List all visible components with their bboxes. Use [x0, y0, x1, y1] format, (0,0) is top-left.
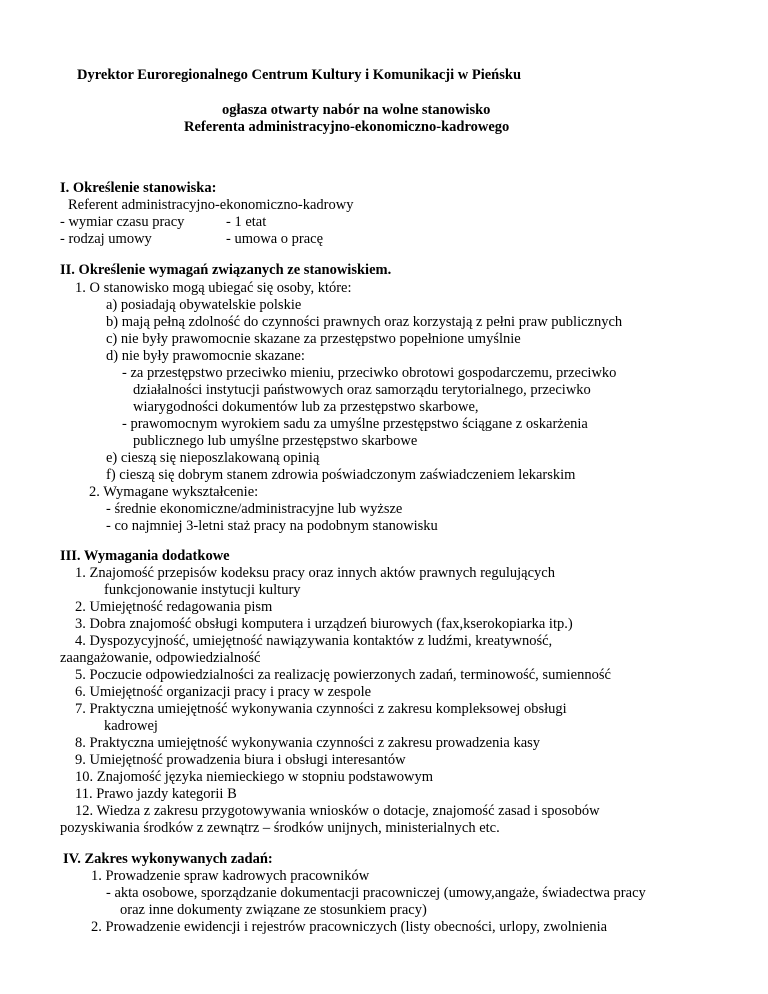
section-1-row-label: - wymiar czasu pracy	[60, 214, 185, 230]
position-title: Referenta administracyjno-ekonomiczno-kadrowego	[184, 119, 510, 135]
section-2-heading: II. Określenie wymagań związanych ze stanowiskiem.	[60, 262, 392, 278]
section-2-line: wiarygodności dokumentów lub za przestępstwo skarbowe,	[133, 399, 479, 415]
section-4-line: - akta osobowe, sporządzanie dokumentacji pracowniczej (umowy,angaże, świadectwa pracy	[106, 885, 646, 901]
section-2-line: e) cieszą się nieposzlakowaną opinią	[106, 450, 320, 466]
section-3-line: 1. Znajomość przepisów kodeksu pracy oraz innych aktów prawnych regulujących	[75, 565, 555, 581]
section-3-line: 3. Dobra znajomość obsługi komputera i urządzeń biurowych (fax,kserokopiarka itp.)	[75, 616, 573, 632]
section-1-row-value: - umowa o pracę	[226, 231, 324, 247]
section-2-line: - średnie ekonomiczne/administracyjne lub wyższe	[106, 501, 403, 517]
section-2-line: - za przestępstwo przeciwko mieniu, przeciwko obrotowi gospodarczemu, przeciwko	[122, 365, 617, 381]
section-4-line: oraz inne dokumenty związane ze stosunkiem pracy)	[120, 902, 427, 918]
section-3-line: pozyskiwania środków z zewnątrz – środków unijnych, ministerialnych etc.	[60, 820, 500, 836]
section-2-line: f) cieszą się dobrym stanem zdrowia poświadczonym zaświadczeniem lekarskim	[106, 467, 576, 483]
section-4-line: 1. Prowadzenie spraw kadrowych pracowników	[91, 868, 370, 884]
section-2-line: 1. O stanowisko mogą ubiegać się osoby, które:	[75, 280, 352, 296]
section-4-line: 2. Prowadzenie ewidencji i rejestrów pracowniczych (listy obecności, urlopy, zwolnienia	[91, 919, 608, 935]
section-3-line: zaangażowanie, odpowiedzialność	[60, 650, 261, 666]
section-3-line: 7. Praktyczna umiejętność wykonywania czynności z zakresu kompleksowej obsługi	[75, 701, 567, 717]
section-1-row-label: - rodzaj umowy	[60, 231, 152, 247]
section-3-line: 9. Umiejętność prowadzenia biura i obsługi interesantów	[75, 752, 406, 768]
section-3-line: 10. Znajomość języka niemieckiego w stopniu podstawowym	[75, 769, 433, 785]
section-1-row-value: - 1 etat	[226, 214, 267, 230]
section-3-line: 8. Praktyczna umiejętność wykonywania czynności z zakresu prowadzenia kasy	[75, 735, 541, 751]
section-2-line: a) posiadają obywatelskie polskie	[106, 297, 302, 313]
section-3-line: kadrowej	[104, 718, 158, 734]
section-2-line: publicznego lub umyślne przestępstwo skarbowe	[133, 433, 418, 449]
section-2-line: - prawomocnym wyrokiem sadu za umyślne przestępstwo ściągane z oskarżenia	[122, 416, 588, 432]
section-3-line: 4. Dyspozycyjność, umiejętność nawiązywania kontaktów z ludźmi, kreatywność,	[75, 633, 553, 649]
section-2-line: działalności instytucji państwowych oraz samorządu terytorialnego, przeciwko	[133, 382, 591, 398]
section-3-line: 2. Umiejętność redagowania pism	[75, 599, 273, 615]
section-4-heading: IV. Zakres wykonywanych zadań:	[63, 851, 273, 867]
section-3-line: funkcjonowanie instytucji kultury	[104, 582, 301, 598]
announcement-line: ogłasza otwarty nabór na wolne stanowisko	[222, 102, 491, 118]
section-2-line: b) mają pełną zdolność do czynności prawnych oraz korzystają z pełni praw publicznych	[106, 314, 623, 330]
section-1-heading: I. Określenie stanowiska:	[60, 180, 217, 196]
section-3-line: 12. Wiedza z zakresu przygotowywania wniosków o dotacje, znajomość zasad i sposobów	[75, 803, 600, 819]
section-2-line: 2. Wymagane wykształcenie:	[89, 484, 259, 500]
section-3-heading: III. Wymagania dodatkowe	[60, 548, 230, 564]
section-2-line: - co najmniej 3-letni staż pracy na podobnym stanowisku	[106, 518, 438, 534]
section-2-line: c) nie były prawomocnie skazane za przestępstwo popełnione umyślnie	[106, 331, 521, 347]
section-3-line: 5. Poczucie odpowiedzialności za realizację powierzonych zadań, terminowość, sumienność	[75, 667, 611, 683]
section-3-line: 11. Prawo jazdy kategorii B	[75, 786, 237, 802]
section-1-role: Referent administracyjno-ekonomiczno-kadrowy	[68, 197, 354, 213]
section-2-line: d) nie były prawomocnie skazane:	[106, 348, 305, 364]
director-title: Dyrektor Euroregionalnego Centrum Kultury i Komunikacji w Pieńsku	[77, 67, 522, 83]
section-3-line: 6. Umiejętność organizacji pracy i pracy w zespole	[75, 684, 372, 700]
